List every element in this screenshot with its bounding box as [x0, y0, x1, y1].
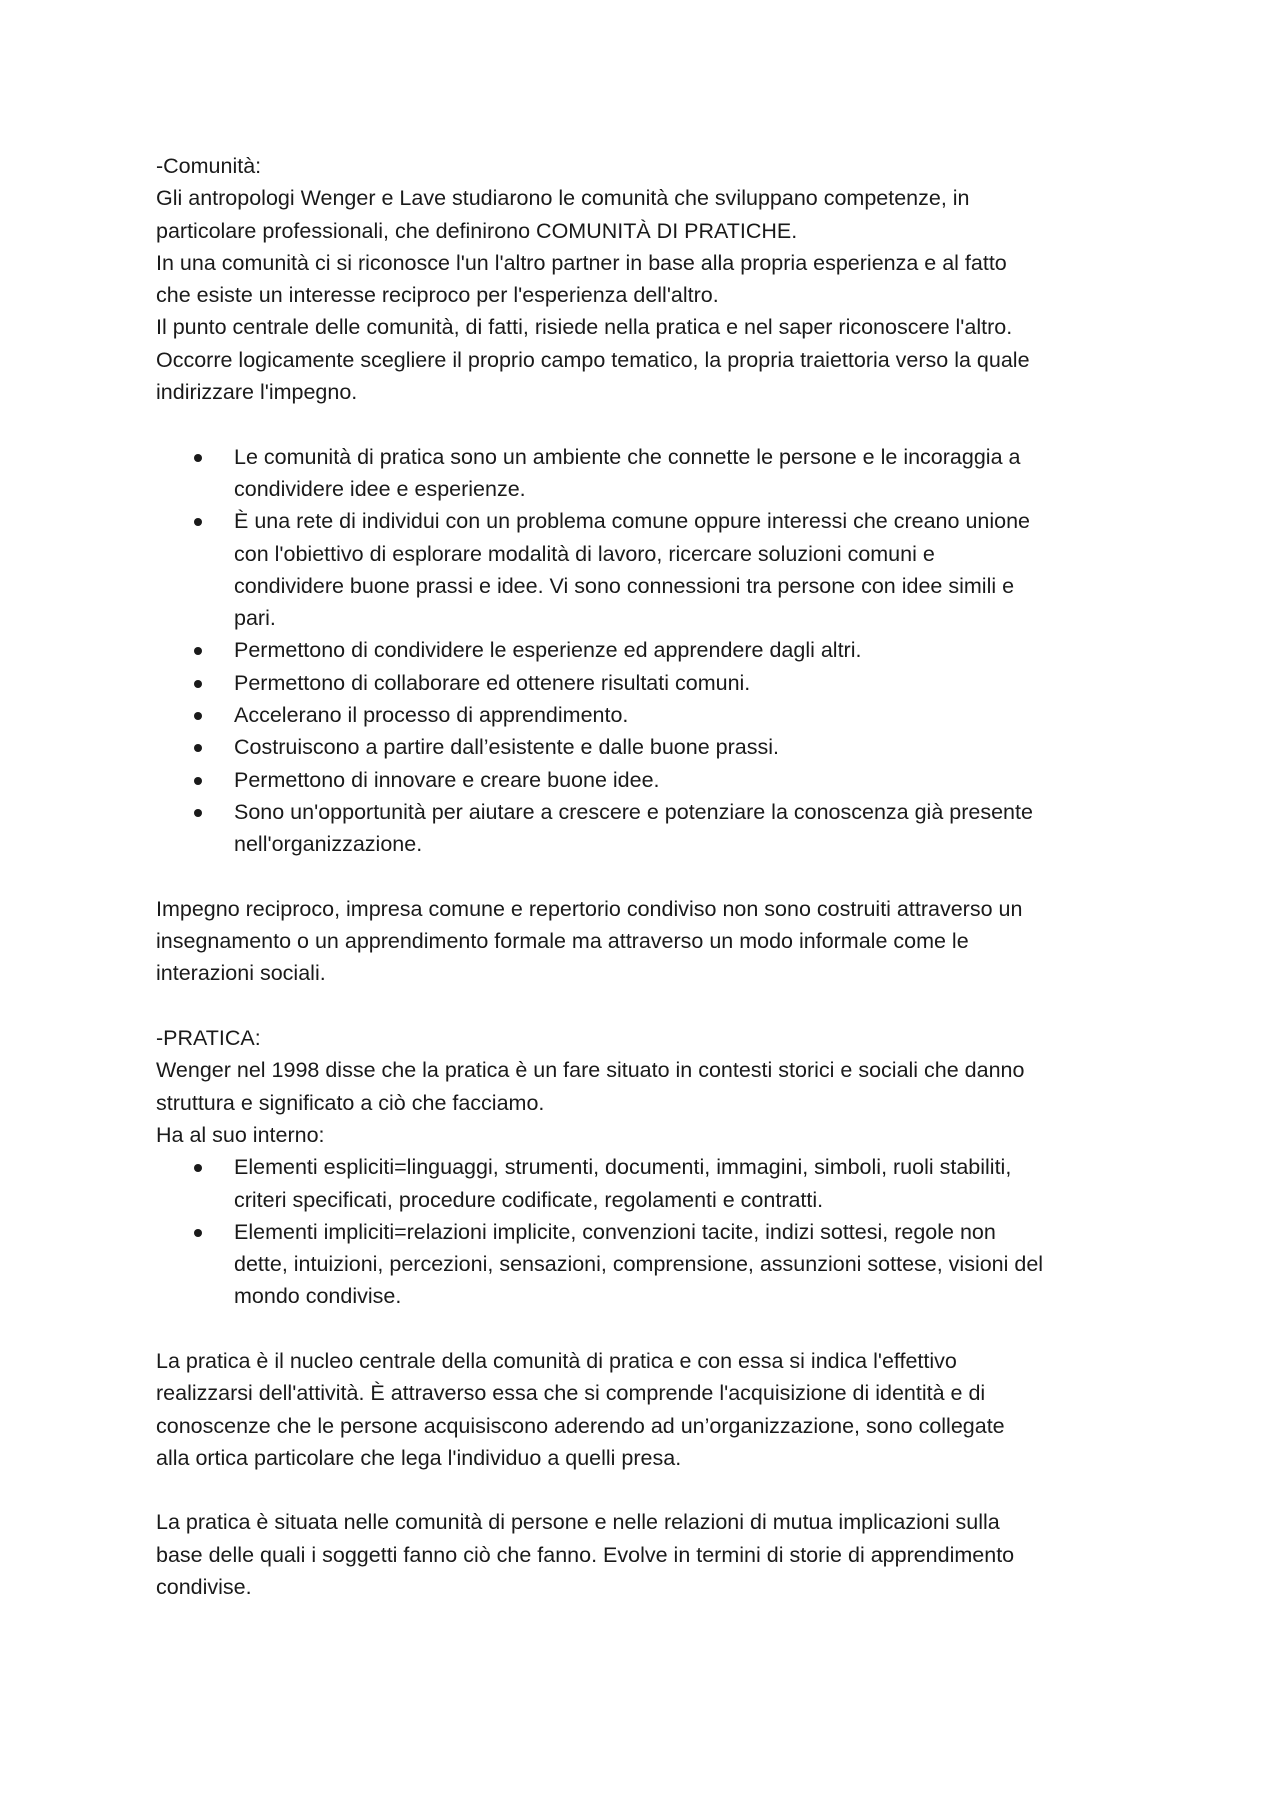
paragraph-line: conoscenze che le persone acquisiscono aderendo ad un’organizzazione, sono collegate — [156, 1413, 1005, 1438]
list-item-line: È una rete di individui con un problema comune oppure interessi che creano unione — [234, 509, 1031, 534]
paragraph-line: La pratica è situata nelle comunità di persone e nelle relazioni di mutua implicazioni sulla — [156, 1510, 1000, 1535]
paragraph-line: struttura e significato a ciò che facciamo. — [156, 1090, 545, 1115]
paragraph-line: Ha al suo interno: — [156, 1122, 325, 1147]
pratica-intro-paragraph — [156, 1054, 1146, 1151]
section-heading-comunita: -Comunità: — [156, 154, 262, 178]
list-item-line: pari. — [234, 606, 276, 631]
list-item-line: con l'obiettivo di esplorare modalità di lavoro, ricercare soluzioni comuni e — [234, 541, 935, 566]
section-heading-pratica: -PRATICA: — [156, 1026, 261, 1051]
list-item-line: Elementi espliciti=linguaggi, strumenti, documenti, immagini, simboli, ruoli stabiliti, — [234, 1155, 1012, 1180]
bullet-dot-icon — [194, 647, 202, 655]
list-item-line: Le comunità di pratica sono un ambiente che connette le persone e le incoraggia a — [234, 444, 1021, 469]
list-item-line: mondo condivise. — [234, 1284, 402, 1309]
comunita-bullet-list — [156, 441, 1146, 861]
list-item-line: condividere idee e esperienze. — [234, 476, 526, 501]
paragraph-line: Il punto centrale delle comunità, di fatti, risiede nella pratica e nel saper riconoscere l'altro. — [156, 315, 1013, 340]
bullet-dot-icon — [194, 744, 202, 752]
paragraph-line: insegnamento o un apprendimento formale ma attraverso un modo informale come le — [156, 929, 969, 954]
bullet-dot-icon — [194, 1229, 202, 1237]
list-item-line: Permettono di innovare e creare buone idee. — [234, 767, 660, 792]
paragraph-line: base delle quali i soggetti fanno ciò che fanno. Evolve in termini di storie di apprendimento — [156, 1542, 1015, 1567]
paragraph-line: che esiste un interesse reciproco per l'esperienza dell'altro. — [156, 283, 719, 308]
paragraph-line: condivise. — [156, 1575, 252, 1600]
list-item — [156, 505, 1146, 634]
paragraph-line: interazioni sociali. — [156, 961, 326, 986]
list-item — [156, 731, 1146, 763]
list-item-line: Sono un'opportunità per aiutare a crescere e potenziare la conoscenza già presente — [234, 799, 1033, 824]
paragraph-line: Occorre logicamente scegliere il proprio campo tematico, la propria traiettoria verso la quale — [156, 347, 1030, 372]
list-item — [156, 764, 1146, 796]
paragraph-line: indirizzare l'impegno. — [156, 380, 358, 405]
bullet-dot-icon — [194, 518, 202, 526]
list-item-line: nell'organizzazione. — [234, 832, 423, 857]
paragraph-line: particolare professionali, che definirono COMUNITÀ DI PRATICHE. — [156, 218, 798, 243]
bullet-dot-icon — [194, 777, 202, 785]
list-item — [156, 1216, 1146, 1313]
list-item — [156, 441, 1146, 506]
paragraph-line: In una comunità ci si riconosce l'un l'altro partner in base alla propria esperienza e al fatto — [156, 250, 1007, 275]
paragraph-line: realizzarsi dell'attività. È attraverso essa che si comprende l'acquisizione di identità e di — [156, 1381, 986, 1406]
bullet-dot-icon — [194, 1164, 202, 1172]
list-item — [156, 1151, 1146, 1216]
document-page — [156, 150, 1146, 1603]
list-item-line: criteri specificati, procedure codificate, regolamenti e contratti. — [234, 1187, 824, 1212]
bullet-dot-icon — [194, 809, 202, 817]
closing-paragraph — [156, 893, 1146, 990]
paragraph-line: Wenger nel 1998 disse che la pratica è un fare situato in contesti storici e sociali che danno — [156, 1058, 1025, 1083]
paragraph-line: La pratica è il nucleo centrale della comunità di pratica e con essa si indica l'effettivo — [156, 1348, 957, 1373]
list-item-line: Accelerano il processo di apprendimento. — [234, 703, 629, 728]
list-item — [156, 634, 1146, 666]
list-item-line: Permettono di collaborare ed ottenere risultati comuni. — [234, 670, 751, 695]
pratica-paragraph-3 — [156, 1506, 1146, 1603]
list-item — [156, 796, 1146, 861]
paragraph-line: Impegno reciproco, impresa comune e repertorio condiviso non sono costruiti attraverso un — [156, 896, 1023, 921]
list-item — [156, 667, 1146, 699]
bullet-dot-icon — [194, 680, 202, 688]
list-item-line: dette, intuizioni, percezioni, sensazioni, comprensione, assunzioni sottese, visioni del — [234, 1252, 1044, 1277]
list-item — [156, 699, 1146, 731]
pratica-paragraph-2 — [156, 1345, 1146, 1474]
list-item-line: Costruiscono a partire dall’esistente e dalle buone prassi. — [234, 735, 779, 760]
intro-paragraph — [156, 182, 1146, 408]
paragraph-line: Gli antropologi Wenger e Lave studiarono le comunità che sviluppano competenze, in — [156, 186, 970, 211]
list-item-line: Elementi impliciti=relazioni implicite, convenzioni tacite, indizi sottesi, regole non — [234, 1219, 996, 1244]
paragraph-line: alla ortica particolare che lega l'individuo a quelli presa. — [156, 1445, 682, 1470]
bullet-dot-icon — [194, 454, 202, 462]
pratica-bullet-list — [156, 1151, 1146, 1312]
list-item-line: Permettono di condividere le esperienze ed apprendere dagli altri. — [234, 638, 862, 663]
list-item-line: condividere buone prassi e idee. Vi sono connessioni tra persone con idee simili e — [234, 573, 1015, 598]
bullet-dot-icon — [194, 712, 202, 720]
